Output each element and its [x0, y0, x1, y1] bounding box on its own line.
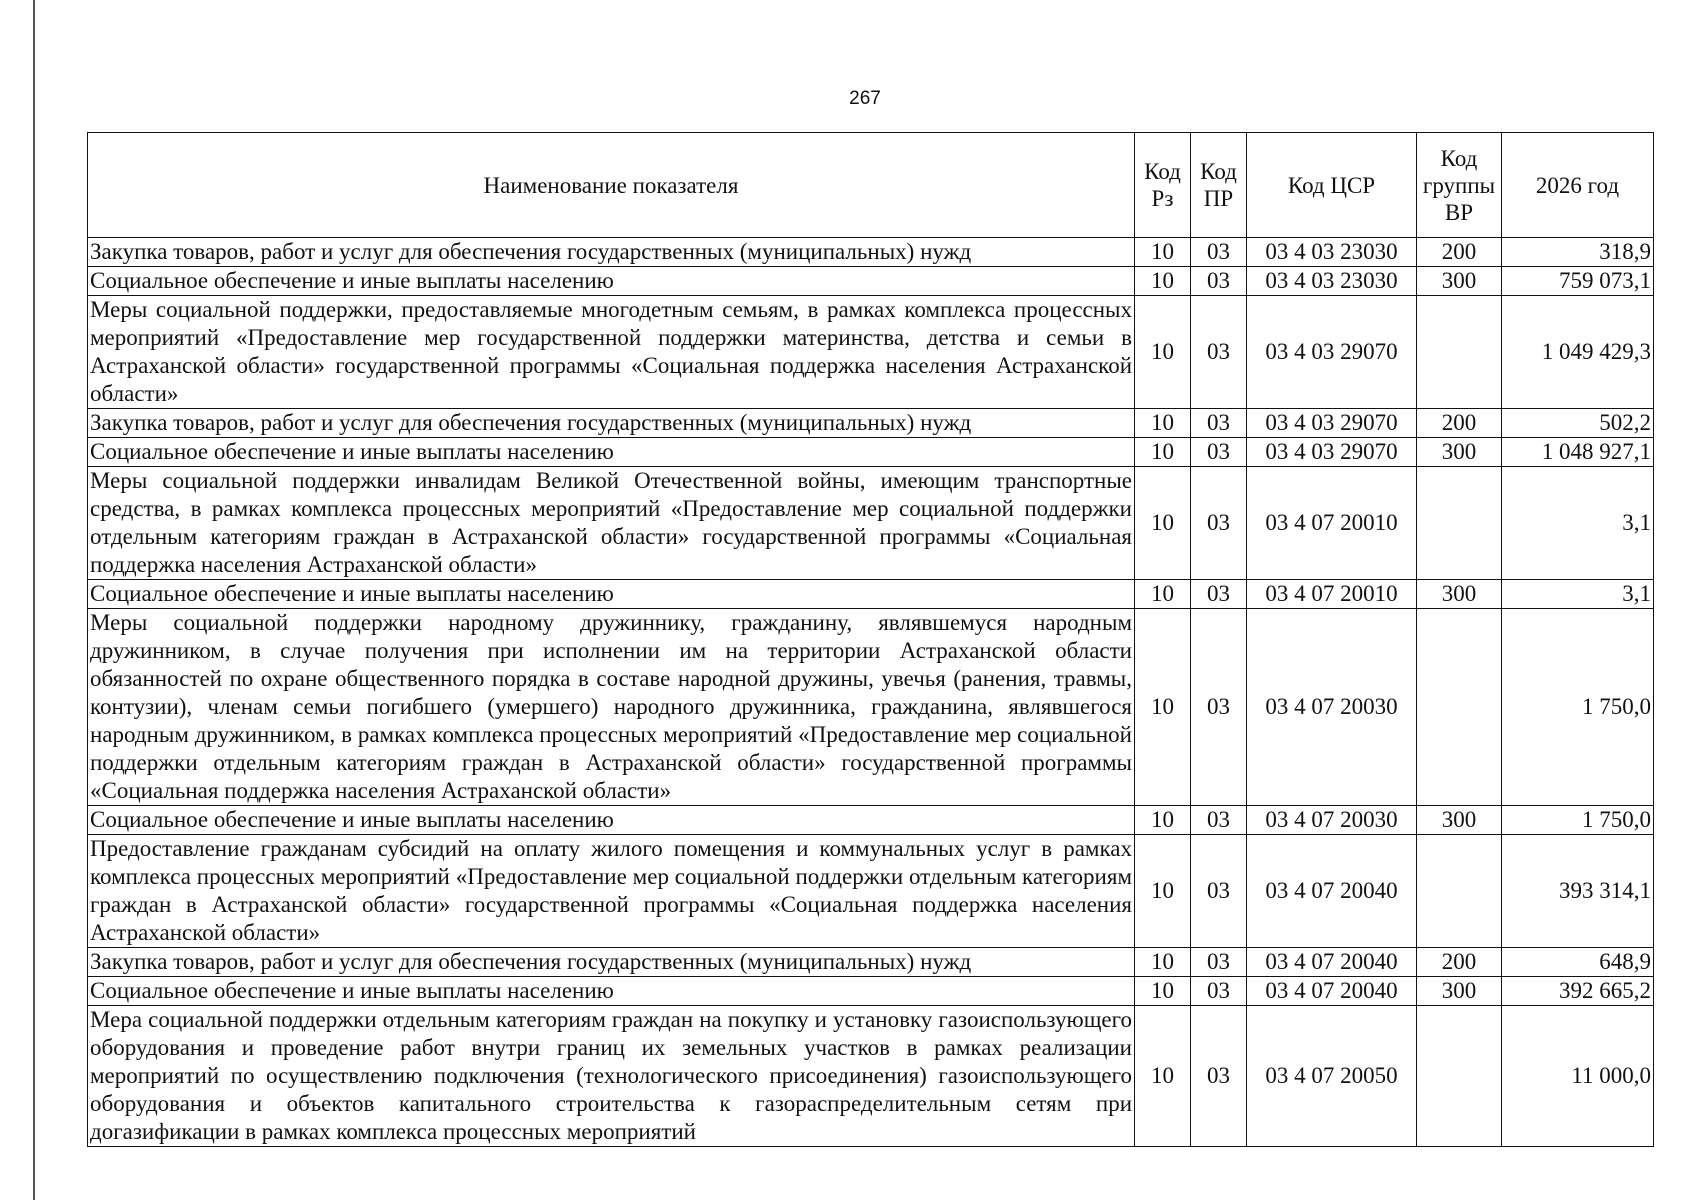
table-header-row — [88, 133, 1654, 238]
row-csr: 03 4 03 29070 — [1247, 409, 1417, 438]
row-vr — [1417, 1006, 1502, 1147]
row-csr: 03 4 03 23030 — [1247, 267, 1417, 296]
column-header-name: Наименование показателя — [88, 133, 1135, 238]
row-pr: 03 — [1191, 238, 1247, 267]
row-csr: 03 4 03 23030 — [1247, 238, 1417, 267]
row-amount: 502,2 — [1502, 409, 1654, 438]
row-amount: 1 049 429,3 — [1502, 296, 1654, 409]
row-vr: 200 — [1417, 238, 1502, 267]
row-vr: 200 — [1417, 948, 1502, 977]
row-vr — [1417, 835, 1502, 948]
row-csr: 03 4 07 20030 — [1247, 609, 1417, 806]
row-name: Предоставление гражданам субсидий на оплату жилого помещения и коммунальных услуг в рамках комплекса процессных мероприятий «Предоставление мер социальной поддержки отдельным категориям граждан в Астраханской области» государственной программы «Социальная поддержка населения Астраханской области» — [88, 835, 1135, 948]
row-rz: 10 — [1135, 296, 1191, 409]
row-name: Меры социальной поддержки инвалидам Великой Отечественной войны, имеющим транспортные средства, в рамках комплекса процессных мероприятий «Предоставление мер социальной поддержки отдельным категориям граждан в Астраханской области» государственной программы «Социальная поддержка населения Астраханской области» — [88, 467, 1135, 580]
column-header-vr: Код группы ВР — [1417, 133, 1502, 238]
row-amount: 3,1 — [1502, 580, 1654, 609]
column-header-pr: Код ПР — [1191, 133, 1247, 238]
row-pr: 03 — [1191, 267, 1247, 296]
table-row — [88, 609, 1654, 806]
row-rz: 10 — [1135, 1006, 1191, 1147]
row-name: Закупка товаров, работ и услуг для обеспечения государственных (муниципальных) нужд — [88, 238, 1135, 267]
column-header-rz: Код Рз — [1135, 133, 1191, 238]
row-name: Меры социальной поддержки, предоставляемые многодетным семьям, в рамках комплекса процессных мероприятий «Предоставление мер государственной поддержки материнства, детства и семьи в Астраханской области» государственной программы «Социальная поддержка населения Астраханской области» — [88, 296, 1135, 409]
row-pr: 03 — [1191, 296, 1247, 409]
table-row — [88, 806, 1654, 835]
row-pr: 03 — [1191, 467, 1247, 580]
row-amount: 318,9 — [1502, 238, 1654, 267]
table-row — [88, 835, 1654, 948]
column-header-csr: Код ЦСР — [1247, 133, 1417, 238]
row-rz: 10 — [1135, 238, 1191, 267]
row-csr: 03 4 03 29070 — [1247, 438, 1417, 467]
row-rz: 10 — [1135, 806, 1191, 835]
table-row — [88, 238, 1654, 267]
row-vr: 300 — [1417, 806, 1502, 835]
row-vr: 200 — [1417, 409, 1502, 438]
row-name: Закупка товаров, работ и услуг для обеспечения государственных (муниципальных) нужд — [88, 409, 1135, 438]
row-csr: 03 4 07 20030 — [1247, 806, 1417, 835]
row-pr: 03 — [1191, 835, 1247, 948]
row-csr: 03 4 07 20040 — [1247, 977, 1417, 1006]
budget-table — [87, 132, 1654, 1147]
row-pr: 03 — [1191, 438, 1247, 467]
row-vr: 300 — [1417, 580, 1502, 609]
page-margin-line — [33, 0, 35, 1200]
row-amount: 759 073,1 — [1502, 267, 1654, 296]
row-csr: 03 4 07 20040 — [1247, 835, 1417, 948]
row-vr: 300 — [1417, 267, 1502, 296]
row-name: Социальное обеспечение и иные выплаты населению — [88, 806, 1135, 835]
row-rz: 10 — [1135, 467, 1191, 580]
column-header-year: 2026 год — [1502, 133, 1654, 238]
row-vr — [1417, 609, 1502, 806]
table-row — [88, 467, 1654, 580]
row-csr: 03 4 07 20010 — [1247, 467, 1417, 580]
row-rz: 10 — [1135, 948, 1191, 977]
row-pr: 03 — [1191, 806, 1247, 835]
table-row — [88, 267, 1654, 296]
row-name: Меры социальной поддержки народному дружиннику, гражданину, являвшемуся народным дружинником, в случае получения при исполнении им на территории Астраханской области обязанностей по охране общественного порядка в составе народной дружины, увечья (ранения, травмы, контузии), членам семьи погибшего (умершего) народного дружинника, гражданина, являвшегося народным дружинником, в рамках комплекса процессных мероприятий «Предоставление мер социальной поддержки отдельным категориям граждан в Астраханской области» государственной программы «Социальная поддержка населения Астраханской области» — [88, 609, 1135, 806]
page-number: 267 — [849, 88, 881, 109]
table-row — [88, 409, 1654, 438]
row-name: Социальное обеспечение и иные выплаты населению — [88, 977, 1135, 1006]
row-pr: 03 — [1191, 609, 1247, 806]
row-vr — [1417, 467, 1502, 580]
row-csr: 03 4 07 20050 — [1247, 1006, 1417, 1147]
row-amount: 392 665,2 — [1502, 977, 1654, 1006]
row-csr: 03 4 07 20010 — [1247, 580, 1417, 609]
row-amount: 1 750,0 — [1502, 609, 1654, 806]
row-pr: 03 — [1191, 1006, 1247, 1147]
table-row — [88, 1006, 1654, 1147]
row-rz: 10 — [1135, 609, 1191, 806]
row-amount: 1 750,0 — [1502, 806, 1654, 835]
row-rz: 10 — [1135, 409, 1191, 438]
row-amount: 3,1 — [1502, 467, 1654, 580]
table-row — [88, 948, 1654, 977]
row-pr: 03 — [1191, 977, 1247, 1006]
row-name: Закупка товаров, работ и услуг для обеспечения государственных (муниципальных) нужд — [88, 948, 1135, 977]
row-amount: 648,9 — [1502, 948, 1654, 977]
row-amount: 11 000,0 — [1502, 1006, 1654, 1147]
row-rz: 10 — [1135, 580, 1191, 609]
row-csr: 03 4 03 29070 — [1247, 296, 1417, 409]
row-vr: 300 — [1417, 977, 1502, 1006]
row-name: Социальное обеспечение и иные выплаты населению — [88, 267, 1135, 296]
table-row — [88, 438, 1654, 467]
row-amount: 393 314,1 — [1502, 835, 1654, 948]
table-row — [88, 296, 1654, 409]
row-name: Социальное обеспечение и иные выплаты населению — [88, 580, 1135, 609]
row-pr: 03 — [1191, 948, 1247, 977]
row-rz: 10 — [1135, 977, 1191, 1006]
row-vr — [1417, 296, 1502, 409]
table-row — [88, 580, 1654, 609]
row-csr: 03 4 07 20040 — [1247, 948, 1417, 977]
row-vr: 300 — [1417, 438, 1502, 467]
row-name: Социальное обеспечение и иные выплаты населению — [88, 438, 1135, 467]
row-name: Мера социальной поддержки отдельным категориям граждан на покупку и установку газоиспользующего оборудования и проведение работ внутри границ их земельных участков в рамках реализации мероприятий по осуществлению подключения (технологического присоединения) газоиспользующего оборудования и объектов капитального строительства к газораспределительным сетям при догазификации в рамках комплекса процессных мероприятий — [88, 1006, 1135, 1147]
row-rz: 10 — [1135, 438, 1191, 467]
row-pr: 03 — [1191, 580, 1247, 609]
row-rz: 10 — [1135, 835, 1191, 948]
row-amount: 1 048 927,1 — [1502, 438, 1654, 467]
table-row — [88, 977, 1654, 1006]
row-pr: 03 — [1191, 409, 1247, 438]
row-rz: 10 — [1135, 267, 1191, 296]
